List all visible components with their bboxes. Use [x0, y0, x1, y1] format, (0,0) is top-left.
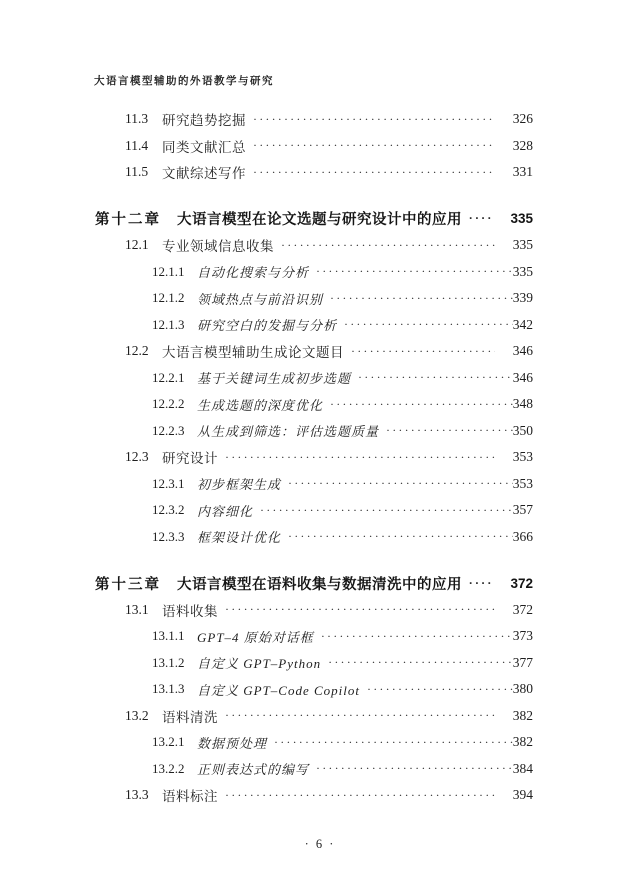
toc-entry-number: 第十三章: [95, 576, 161, 593]
page-number-footer: · 6 ·: [304, 837, 336, 851]
toc-entry-number: 12.1.2: [152, 290, 185, 306]
toc-entry: [95, 650, 533, 677]
toc-entry-page: 350: [512, 422, 533, 438]
dot-leader: [253, 138, 495, 153]
dot-leader: [225, 602, 495, 617]
toc-entry: [95, 133, 533, 160]
toc-entry-number: 13.2.1: [152, 734, 185, 750]
toc-entry-title: 研究设计: [162, 451, 218, 467]
dot-leader: [281, 238, 495, 253]
toc-entry-title: 领域热点与前沿识别: [197, 291, 324, 307]
toc-entry: [95, 391, 533, 418]
toc-entry: [95, 471, 533, 498]
toc-entry-page: 335: [512, 237, 533, 253]
toc-entry-page: 335: [512, 263, 533, 279]
dot-leader: [225, 708, 495, 723]
toc-entry-number: 12.3.3: [152, 528, 185, 544]
toc-entry-page: 339: [512, 290, 533, 306]
toc-entry: [95, 159, 533, 186]
toc-entry-title: 大语言模型辅助生成论文题目: [162, 345, 344, 361]
toc-entry-number: 12.3.1: [152, 475, 185, 491]
toc-entry-number: 12.3.2: [152, 502, 185, 518]
toc-entry-number: 12.3: [125, 449, 149, 465]
toc-entry: [95, 676, 533, 703]
toc-entry-title: 内容细化: [197, 503, 254, 519]
toc-entry-page: 377: [512, 654, 533, 670]
toc-entry-number: 11.3: [125, 111, 149, 127]
dot-leader: [253, 165, 495, 180]
dot-leader: [288, 529, 513, 544]
toc-entry-page: 357: [512, 502, 533, 518]
toc-entry-page: 382: [512, 734, 533, 750]
toc-entry: [95, 259, 533, 286]
toc-entry-page: 372: [512, 601, 533, 617]
dot-leader: [316, 264, 513, 279]
dot-leader: [469, 211, 493, 226]
toc-entry-number: 13.1: [125, 601, 149, 617]
dot-leader: [330, 397, 513, 412]
toc-entry-title: 基于关键词生成初步选题: [197, 371, 352, 387]
toc-entry: [95, 756, 533, 783]
toc-entry: [95, 285, 533, 312]
toc-entry: [95, 206, 533, 233]
toc-entry: [95, 524, 533, 551]
toc-entry: [95, 232, 533, 259]
toc-entry: [95, 444, 533, 471]
toc-entry-title: 语料清洗: [162, 709, 218, 725]
toc-entry: [95, 729, 533, 756]
toc-entry-title: 初步框架生成: [197, 477, 282, 493]
toc-entry-number: 11.4: [125, 137, 149, 153]
toc-entry: [95, 570, 533, 597]
toc-entry-title: 同类文献汇总: [162, 139, 246, 155]
toc-entry-page: 373: [512, 628, 533, 644]
dot-leader: [288, 476, 513, 491]
toc-entry-page: 346: [512, 369, 533, 385]
toc-entry-number: 12.1.1: [152, 263, 185, 279]
toc-entry-title: 生成选题的深度优化: [197, 397, 324, 413]
toc-entry-title: 正则表达式的编写: [197, 762, 310, 778]
dot-leader: [344, 317, 513, 332]
toc-entry-page: 353: [512, 475, 533, 491]
toc-entry-title: 文献综述写作: [162, 166, 246, 182]
toc-list: [95, 106, 533, 809]
toc-entry-title: 研究趋势挖掘: [162, 113, 246, 129]
toc-entry-page: 380: [512, 681, 533, 697]
toc-entry-title: 大语言模型在语料收集与数据清洗中的应用: [177, 576, 462, 593]
toc-entry-number: 12.2.2: [152, 396, 185, 412]
running-header: 大语言模型辅助的外语教学与研究: [94, 76, 274, 87]
toc-entry-number: 12.2.1: [152, 369, 185, 385]
toc-entry-number: 13.3: [125, 787, 149, 803]
dot-leader: [330, 291, 513, 306]
toc-entry-title: 从生成到筛选：评估选题质量: [197, 424, 380, 440]
toc-entry: [95, 597, 533, 624]
toc-entry-page: 346: [512, 343, 533, 359]
toc-entry-title: 大语言模型在论文选题与研究设计中的应用: [177, 212, 462, 229]
dot-leader: [358, 370, 513, 385]
toc-entry-page: 382: [512, 707, 533, 723]
toc-entry-page: 372: [510, 575, 533, 591]
toc-entry: [95, 106, 533, 133]
dot-leader: [386, 423, 513, 438]
dot-leader: [469, 576, 493, 591]
toc-entry-title: 自定义 GPT–Code Copilot: [197, 682, 361, 698]
toc-entry-number: 13.2: [125, 707, 149, 723]
toc-entry-page: 328: [512, 137, 533, 153]
toc-entry-page: 384: [512, 760, 533, 776]
toc-entry-page: 394: [512, 787, 533, 803]
toc-entry: [95, 365, 533, 392]
toc-entry: [95, 623, 533, 650]
toc-entry-title: GPT–4 原始对话框: [197, 629, 314, 645]
toc-entry-number: 13.1.2: [152, 654, 185, 670]
dot-leader: [225, 450, 495, 465]
toc-entry-number: 13.1.3: [152, 681, 185, 697]
dot-leader: [253, 112, 495, 127]
toc-entry: [95, 497, 533, 524]
dot-leader: [328, 655, 513, 670]
dot-leader: [321, 629, 513, 644]
toc-entry-number: 12.2: [125, 343, 149, 359]
toc-entry-title: 框架设计优化: [197, 530, 282, 546]
toc-entry-number: 13.1.1: [152, 628, 185, 644]
toc-entry-title: 自动化搜索与分析: [197, 265, 310, 281]
toc-entry-page: 335: [510, 211, 533, 227]
toc-entry-title: 语料标注: [162, 789, 218, 805]
toc-entry: [95, 338, 533, 365]
toc-entry-title: 自定义 GPT–Python: [197, 656, 322, 672]
toc-entry-page: 366: [512, 528, 533, 544]
toc-entry-page: 348: [512, 396, 533, 412]
dot-leader: [225, 788, 495, 803]
dot-leader: [260, 503, 513, 518]
toc-entry: [95, 782, 533, 809]
toc-entry-number: 12.1: [125, 237, 149, 253]
dot-leader: [351, 344, 495, 359]
toc-entry: [95, 312, 533, 339]
toc-entry-number: 11.5: [125, 164, 149, 180]
toc-entry-number: 第十二章: [95, 212, 161, 229]
toc-entry-number: 13.2.2: [152, 760, 185, 776]
dot-leader: [316, 761, 513, 776]
toc-entry-page: 331: [512, 164, 533, 180]
dot-leader: [367, 682, 513, 697]
toc-entry-page: 353: [512, 449, 533, 465]
dot-leader: [274, 735, 513, 750]
toc-entry: [95, 703, 533, 730]
toc-entry-number: 12.2.3: [152, 422, 185, 438]
toc-entry-title: 研究空白的发掘与分析: [197, 318, 338, 334]
toc-entry-title: 专业领域信息收集: [162, 239, 274, 255]
toc-entry-title: 数据预处理: [197, 735, 268, 751]
toc-entry-page: 326: [512, 111, 533, 127]
toc-entry: [95, 418, 533, 445]
toc-entry-page: 342: [512, 316, 533, 332]
toc-entry-number: 12.1.3: [152, 316, 185, 332]
toc-entry-title: 语料收集: [162, 603, 218, 619]
